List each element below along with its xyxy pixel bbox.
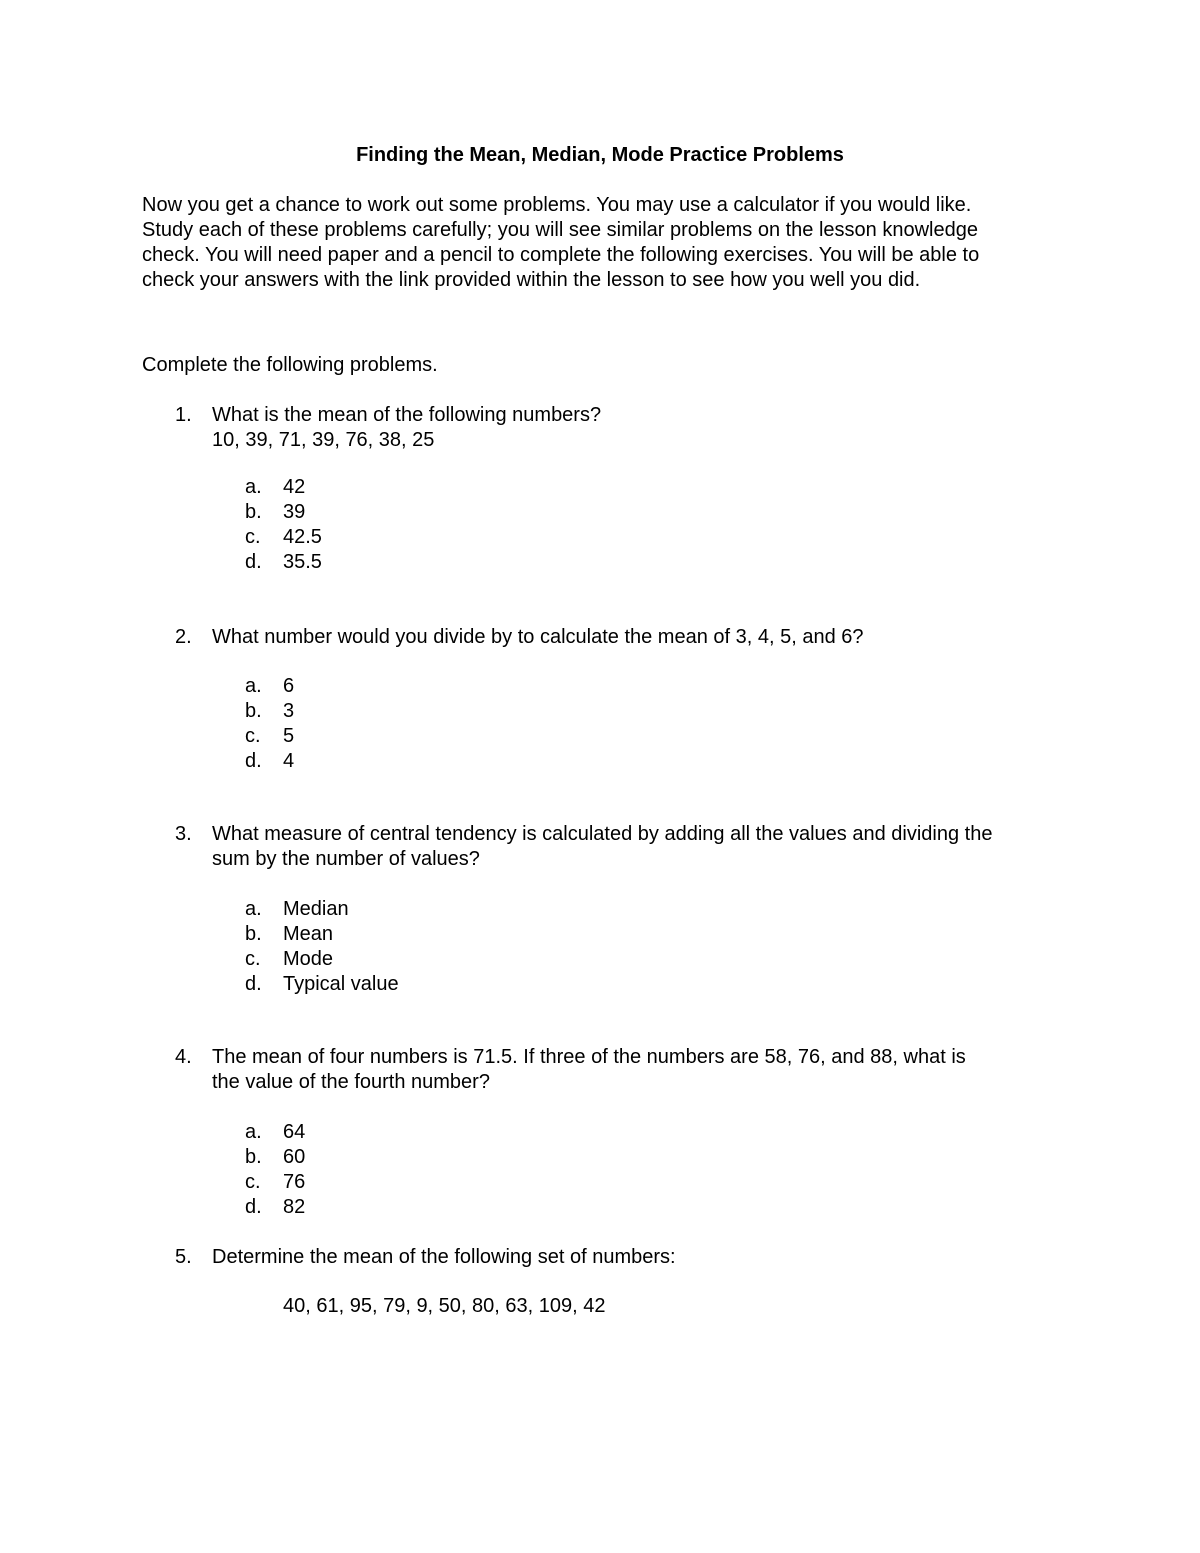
question-text: What number would you divide by to calculate the mean of 3, 4, 5, and 6? xyxy=(212,626,864,648)
question-number: 1. xyxy=(175,404,192,426)
option-text: Typical value xyxy=(283,973,399,995)
option-letter: c. xyxy=(245,725,261,747)
question-text: What is the mean of the following numbers? 10, 39, 71, 39, 76, 38, 25 xyxy=(212,404,602,451)
option-text: Median xyxy=(283,898,349,920)
question-1 xyxy=(175,403,1055,453)
option-text: 39 xyxy=(283,501,306,523)
option-letter: a. xyxy=(245,476,262,498)
instructions-text: Complete the following problems. xyxy=(142,354,438,376)
option-letter: a. xyxy=(245,1121,262,1143)
option-letter: a. xyxy=(245,675,262,697)
option-text: 35.5 xyxy=(283,551,322,573)
option-text: 76 xyxy=(283,1171,306,1193)
option-text: 6 xyxy=(283,675,295,697)
option-text: Mode xyxy=(283,948,334,970)
option-letter: c. xyxy=(245,1171,261,1193)
option-letter: b. xyxy=(245,501,262,523)
option-text: 60 xyxy=(283,1146,306,1168)
option-letter: b. xyxy=(245,1146,262,1168)
question-number: 5. xyxy=(175,1246,192,1268)
question-5-number-set: 40, 61, 95, 79, 9, 50, 80, 63, 109, 42 xyxy=(283,1295,606,1317)
page-title: Finding the Mean, Median, Mode Practice Problems xyxy=(356,144,844,166)
option-letter: c. xyxy=(245,948,261,970)
option-text: 42 xyxy=(283,476,306,498)
question-number: 2. xyxy=(175,626,192,648)
option-letter: a. xyxy=(245,898,262,920)
option-letter: d. xyxy=(245,1196,262,1218)
option-text: 5 xyxy=(283,725,295,747)
option-text: 64 xyxy=(283,1121,306,1143)
question-number: 3. xyxy=(175,823,192,845)
question-text: The mean of four numbers is 71.5. If three of the numbers are 58, 76, and 88, what is the value of the fourth number? xyxy=(212,1046,966,1093)
option-letter: b. xyxy=(245,923,262,945)
option-text: 82 xyxy=(283,1196,306,1218)
intro-paragraph: Now you get a chance to work out some problems. You may use a calculator if you would like. Study each of these problems carefully; you will see similar problems on the lesson knowledge check. You will need paper and a pencil to complete the following exercises. You will be able to check your answers with the link provided within the lesson to see how you well you did. xyxy=(142,194,980,291)
option-letter: d. xyxy=(245,551,262,573)
question-text: What measure of central tendency is calculated by adding all the values and dividing the sum by the number of values? xyxy=(212,823,993,870)
option-text: Mean xyxy=(283,923,334,945)
question-text: Determine the mean of the following set of numbers: xyxy=(212,1246,676,1268)
option-text: 42.5 xyxy=(283,526,322,548)
option-letter: d. xyxy=(245,973,262,995)
option-letter: c. xyxy=(245,526,261,548)
option-letter: b. xyxy=(245,700,262,722)
question-5 xyxy=(175,1245,1055,1270)
question-number: 4. xyxy=(175,1046,192,1068)
question-2 xyxy=(175,625,1055,650)
question-3 xyxy=(175,822,1055,872)
question-4 xyxy=(175,1045,1055,1095)
option-text: 4 xyxy=(283,750,295,772)
option-text: 3 xyxy=(283,700,295,722)
option-letter: d. xyxy=(245,750,262,772)
